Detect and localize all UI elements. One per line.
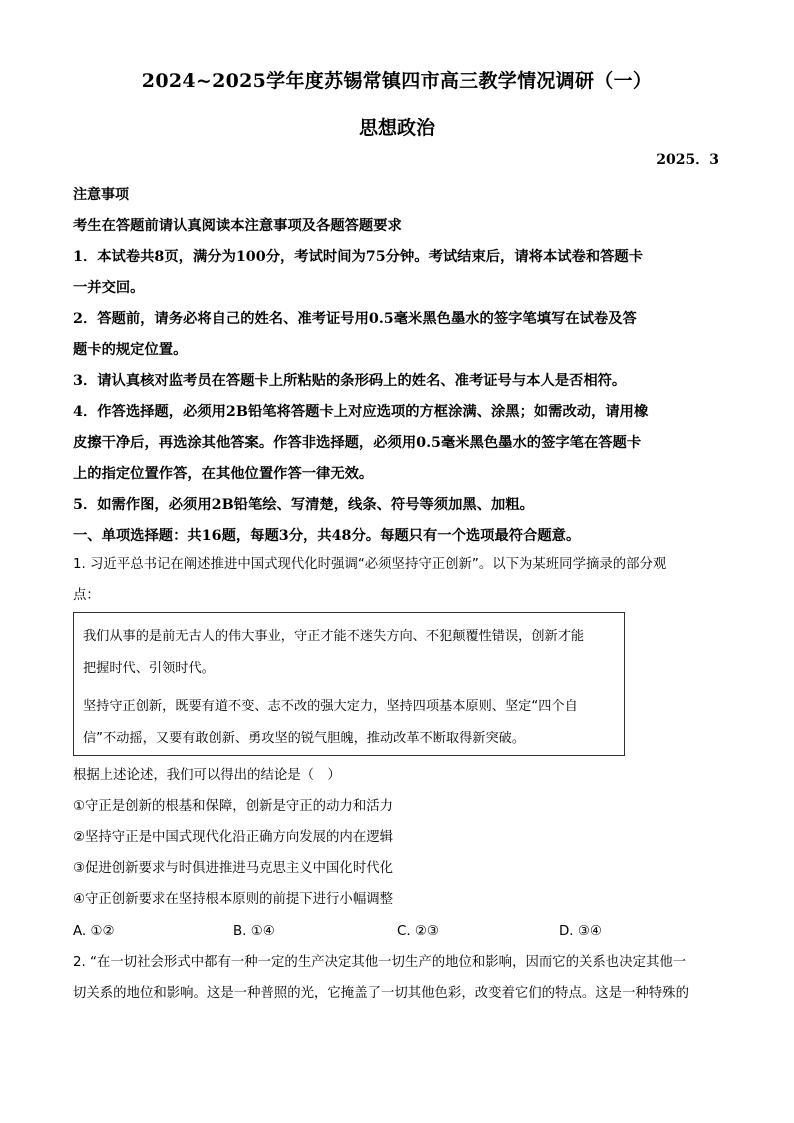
exam-title: 2024~2025学年度苏锡常镇四市高三教学情况调研（一）: [141, 70, 653, 92]
exam-date: 2025．3: [656, 152, 719, 168]
quote-line: 把握时代、引领时代。: [83, 661, 215, 676]
instruction-line: 1．本试卷共8页，满分为100分，考试时间为75分钟。考试结束后，请将本试卷和答题卡: [73, 249, 644, 265]
instructions-heading: 注意事项: [73, 187, 129, 203]
instruction-line: 一并交回。: [73, 280, 145, 296]
question-line: 切关系的地位和影响。这是一种普照的光，它掩盖了一切其他色彩，改变着它们的特点。这是一种特殊的: [73, 986, 689, 1001]
instruction-line: 5．如需作图，必须用2B铅笔绘、写清楚，线条、符号等须加黑、加粗。: [73, 497, 534, 513]
option-a: A. ①②: [73, 924, 115, 939]
instruction-line: 皮擦干净后，再选涂其他答案。作答非选择题，必须用0.5毫米黑色墨水的签字笔在答题卡: [73, 435, 642, 451]
question-prompt: 根据上述论述，我们可以得出的结论是（ ）: [73, 768, 341, 783]
instruction-line: 题卡的规定位置。: [73, 342, 188, 358]
instruction-line: 上的指定位置作答，在其他位置作答一律无效。: [73, 466, 374, 482]
instructions-section: [73, 180, 723, 552]
quote-line: 信”不动摇，又要有敢创新、勇攻坚的锐气胆魄，推动改革不断取得新突破。: [83, 731, 526, 746]
option-c: C. ②③: [397, 924, 439, 939]
statement-item: ②坚持守正是中国式现代化沿正确方向发展的内在逻辑: [73, 830, 393, 845]
question-line: 2. “在一切社会形式中都有一种一定的生产决定其他一切生产的地位和影响，因而它的关系也决定其他一: [73, 955, 687, 970]
question-1-stem: [73, 549, 723, 611]
quote-box: [73, 612, 625, 756]
option-b: B. ①④: [233, 924, 275, 939]
statement-item: ③促进创新要求与时俱进推进马克思主义中国化时代化: [73, 861, 393, 876]
statement-item: ④守正创新要求在坚持根本原则的前提下进行小幅调整: [73, 892, 393, 907]
quote-paragraph: [83, 621, 624, 685]
question-1-body: [73, 760, 723, 915]
option-d: D. ③④: [559, 924, 602, 939]
instruction-line: 3．请认真核对监考员在答题卡上所粘贴的条形码上的姓名、准考证号与本人是否相符。: [73, 373, 627, 389]
subject-title: 思想政治: [358, 117, 435, 139]
statement-item: ①守正是创新的根基和保障，创新是守正的动力和活力: [73, 799, 393, 814]
quote-line: 我们从事的是前无古人的伟大事业，守正才能不迷失方向、不犯颠覆性错误，创新才能: [83, 629, 585, 644]
quote-line: 坚持守正创新，既要有道不变、志不改的强大定力，坚持四项基本原则、坚定“四个自: [83, 699, 578, 714]
instruction-line: 考生在答题前请认真阅读本注意事项及各题答题要求: [73, 218, 402, 234]
question-line: 1. 习近平总书记在阐述推进中国式现代化时强调“必须坚持守正创新”。以下为某班同学摘录的部分观: [73, 557, 667, 572]
question-line: 点：: [73, 588, 100, 603]
quote-paragraph: [83, 691, 624, 755]
question-2-stem: [73, 947, 723, 1009]
instruction-line: 2．答题前，请务必将自己的姓名、准考证号用0.5毫米黑色墨水的签字笔填写在试卷及答: [73, 311, 637, 327]
section-heading: 一、单项选择题：共16题，每题3分，共48分。每题只有一个选项最符合题意。: [73, 528, 581, 544]
instruction-line: 4．作答选择题，必须用2B铅笔将答题卡上对应选项的方框涂满、涂黑；如需改动，请用橡: [73, 404, 649, 420]
